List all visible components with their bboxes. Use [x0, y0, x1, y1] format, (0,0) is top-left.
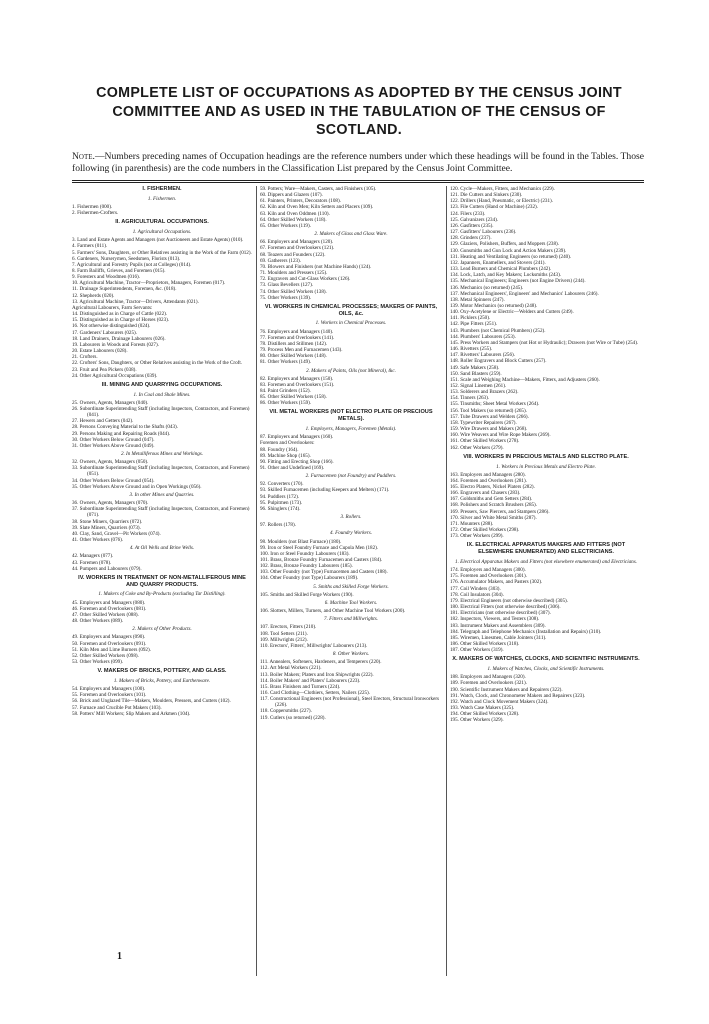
occupation-entry: 189. Foremen and Overlookers (321). [450, 680, 527, 687]
section-heading: VII. METAL WORKERS (NOT ELECTRO PLATE OR PRECIOUS METALS). [269, 409, 433, 423]
occupation-entry: 147. Rivetters' Labourers (256). [450, 352, 515, 359]
occupation-entry: 58. Potters' Mill Workers; Slip Makers and Arkmen (104). [72, 710, 191, 717]
occupation-entry: 33. Subordinate Superintending Staff (including Inspectors, Contractors, and Foremen) (051). [72, 465, 250, 478]
section-heading: I. FISHERMEN. [142, 186, 182, 192]
occupation-entry: 68. Teazers and Founders (122). [260, 251, 326, 258]
occupation-entry: 128. Grinders (237). [450, 235, 492, 242]
subsection-heading: 4. Foundry Workers. [330, 530, 372, 537]
occupation-entry: 60. Dippers and Glazers (107). [260, 192, 323, 199]
occupation-entry: 132. Japanners, Enamellers, and Stovers (241). [450, 259, 546, 266]
occupation-entry: 119. Cutlers (so returned) (228). [260, 714, 326, 721]
note-lead: Note. [72, 151, 95, 162]
occupation-entry: 103. Other Foundry (not Type) Furnacemen and Casters (188). [260, 569, 388, 576]
occupation-entry: 99. Iron or Steel Foundry Furnace and Cupola Men (182). [260, 544, 379, 551]
occupation-entry: 160. Wire Weavers and Wire Rope Makers (269). [450, 432, 551, 439]
occupation-entry: 182. Inspectors, Viewers, and Testers (308). [450, 616, 540, 623]
occupation-entry: 159. Wire Drawers and Makers (268). [450, 426, 528, 433]
occupation-entry: 143. Plumbers (not Chemical Plumbers) (252). [450, 327, 546, 334]
occupation-entry: 104. Other Foundry (not Type) Labourers (189). [260, 575, 359, 582]
occupation-entry: 112. Art Metal Workers (221). [260, 665, 322, 672]
occupation-entry: 111. Annealers, Softeners, Hardeners, and Temperers (220). [260, 659, 382, 666]
occupation-entry: 14. Distinguished as in Charge of Cattle (022). [72, 311, 168, 318]
occupation-entry: 137. Mechanical Engineers', Engineers' and Mechanics' Labourers (246). [450, 290, 599, 297]
occupation-entry: 82. Employers and Managers (150). [260, 375, 334, 382]
occupation-entry: 161. Other Skilled Workers (278). [450, 438, 520, 445]
occupation-entry: 171. Mounters (288). [450, 520, 494, 527]
occupation-entry: 124. Filers (233). [450, 210, 486, 217]
occupation-entry: 41. Other Workers (076). [72, 537, 124, 544]
occupation-entry: 191. Watch, Clock, and Chronometer Makers and Repairers (323). [450, 692, 586, 699]
occupation-entry: 7. Agricultural and Forestry Pupils (not at Colleges) (014). [72, 261, 192, 268]
occupation-entry: 75. Other Workers (139). [260, 294, 312, 301]
occupation-entry: 96. Shinglers (174). [260, 505, 301, 512]
occupation-entry: 176. Accumulator Makers, and Pasters (302). [450, 579, 543, 586]
occupation-entry: 186. Other Skilled Workers (318). [450, 641, 520, 648]
occupation-entry: 133. Lead Burners and Chemical Plumbers (242). [450, 266, 552, 273]
section-heading: III. MINING AND QUARRYING OCCUPATIONS. [101, 381, 223, 388]
occupation-entry: 10. Agricultural Machine, Tractor—Proprietors, Managers, Foremen (017). [72, 280, 226, 287]
occupation-entry: 34. Other Workers Below Ground (054). [72, 477, 155, 484]
header-rule-bottom [72, 182, 644, 183]
occupation-entry: 178. Coil Insulators (304). [450, 591, 504, 598]
occupation-entry: 190. Scientific Instrument Makers and Repairers (322). [450, 686, 563, 693]
subsection-heading: 5. Smiths and Skilled Forge Workers. [313, 583, 389, 590]
occupation-entry: 35. Other Workers Above Ground and in Open Workings (056). [72, 483, 202, 490]
occupation-entry: 127. Gasfitters' Labourers (236). [450, 229, 517, 236]
occupation-entry: 94. Puddlers (172). [260, 493, 300, 500]
occupation-entry: 52. Other Skilled Workers (098). [72, 652, 139, 659]
occupation-entry: 123. File Cutters (Hand or Machine) (232). [450, 204, 538, 211]
occupation-entry: 165. Electro Platers, Nickel Platers (282). [450, 483, 535, 490]
occupation-column-1 [72, 186, 252, 986]
occupation-entry: 125. Galvanizers (234). [450, 216, 499, 223]
occupation-entry: 151. Scale and Weighing Machine—Makers, Fitters, and Adjusters (260). [450, 376, 600, 383]
occupation-entry: 172. Other Skilled Workers (298). [450, 527, 520, 534]
occupation-entry: 84. Paint Grinders (152). [260, 387, 311, 394]
occupation-entry: 144. Plumbers' Labourers (253). [450, 333, 516, 340]
occupation-entry: 36. Owners, Agents, Managers (070). [72, 500, 149, 507]
occupation-entry: 56. Brick and Unglazed Tile—Makers, Moulders, Pressers, and Cutters (102). [72, 698, 231, 705]
occupation-entry: 142. Pipe Fitters (251). [450, 321, 498, 328]
occupation-entry: 158. Typewriter Repairers (267). [450, 419, 517, 426]
occupation-entry: 135. Mechanical Engineers; Engineers (not Engine Drivers) (244). [450, 278, 586, 285]
occupation-entry: 100. Iron or Steel Foundry Labourers (183). [260, 550, 350, 557]
subsection-heading: 4. At Oil Wells and Brine Wells. [129, 545, 195, 552]
occupation-entry: 26. Subordinate Superintending Staff (including Inspectors, Contractors, and Foremen) (041). [72, 405, 250, 419]
occupation-entry: 40. Clay, Sand, Gravel—Pit Workers (074). [72, 530, 161, 537]
occupation-entry: 4. Farmers (011). [72, 243, 108, 250]
occupation-entry: 21. Crofters. [72, 354, 98, 361]
section-heading: IX. ELECTRICAL APPARATUS MAKERS AND FITTERS (NOT ELSEWHERE ENUMERATED) AND ELECTRICIANS. [466, 542, 626, 556]
occupation-entry: 185. Wiremen, Linesmen, Cable Jointers (311). [450, 634, 547, 641]
occupation-entry: 42. Managers (077). [72, 553, 114, 560]
occupation-entry: 169. Pressers, Saw Piercers, and Stampers (286). [450, 508, 550, 515]
occupation-entry: 48. Other Workers (089). [72, 618, 124, 625]
occupation-entry: 114. Boiler Makers' and Platers' Labourers (223). [260, 677, 361, 684]
occupation-entry: 13. Agricultural Machine, Tractor—Drivers, Attendants (021). [72, 298, 199, 305]
occupation-entry: 117. Constructional Engineers (not Professional), Steel Erectors, Structural Ironworkers (226). [260, 696, 440, 709]
occupation-entry: Foremen and Overlookers: [260, 440, 315, 447]
occupation-entry: 51. Kiln Men and Lime Burners (092). [72, 646, 151, 653]
occupation-entry: 145. Press Workers and Stampers (not Hot or Hydraulic); Drawers (not Wire or Tube) (254). [450, 339, 639, 346]
occupation-entry: 91. Other and Undefined (169). [260, 464, 325, 471]
occupation-entry: 180. Electrical Fitters (not otherwise described) (306). [450, 604, 561, 611]
subsection-heading: 2. In Metalliferous Mines and Workings. [120, 451, 204, 458]
section-heading: IV. WORKERS IN TREATMENT OF NON-METALLIFEROUS MINE AND QUARRY PRODUCTS. [78, 574, 246, 588]
subsection-heading: 1. Workers in Chemical Processes. [315, 320, 387, 327]
page-title: COMPLETE LIST OF OCCUPATIONS AS ADOPTED BY THE CENSUS JOINT COMMITTEE AND AS USED IN THE TABULATION OF THE CENSUS OF SCOTLAND. [96, 85, 622, 138]
occupation-entry: 188. Employers and Managers (320). [450, 674, 526, 681]
occupation-entry: 5. Farmers' Sons, Daughters, or Other Relatives assisting in the Work of the Farm (012). [72, 249, 252, 256]
occupation-entry: 16. Not otherwise distinguished (024). [72, 323, 151, 330]
occupation-entry: 25. Owners, Agents, Managers (040). [72, 399, 149, 406]
header-rule-top [72, 180, 644, 181]
occupation-entry: 44. Pumpers and Labourers (079). [72, 565, 142, 572]
occupation-entry: 73. Glass Bevellers (127). [260, 282, 314, 289]
occupation-entry: 79. Process Men and Furnacemen (143). [260, 347, 343, 354]
occupation-entry: 121. Die Cutters and Sinkers (230). [450, 192, 523, 199]
occupation-entry: 86. Other Workers (159). [260, 400, 312, 407]
subsection-heading: 7. Fitters and Millwrights. [324, 616, 378, 623]
occupation-entry: 38. Stone Miners, Quarriers (072). [72, 518, 143, 525]
occupation-entry: 164. Foremen and Overlookers (281). [450, 477, 527, 484]
occupation-entry: 87. Employers and Managers (160). [260, 434, 334, 441]
subsection-heading: 1. Makers of Watches, Clocks, and Scientific Instruments. [487, 666, 605, 673]
occupation-entry: 66. Employers and Managers (120). [260, 239, 334, 246]
occupation-entry: 174. Employers and Managers (300). [450, 567, 526, 574]
section-heading: VIII. WORKERS IN PRECIOUS METALS AND ELECTRO PLATE. [463, 453, 629, 460]
occupation-entry: 81. Other Workers (149). [260, 359, 312, 366]
page-number: 1 [117, 951, 122, 962]
occupation-entry: 20. Estate Labourers (028). [72, 348, 128, 355]
occupation-entry: 55. Foremen and Overlookers (101). [72, 692, 147, 699]
occupation-entry: 49. Employers and Managers (090). [72, 634, 146, 641]
occupation-entry: 166. Engravers and Chasers (283). [450, 490, 521, 497]
subsection-heading: 2. Furnacemen (not Foundry) and Puddlers. [305, 473, 397, 480]
occupation-entry: 74. Other Skilled Workers (138). [260, 288, 327, 295]
occupation-entry: 69. Gatherers (123). [260, 257, 302, 264]
occupation-entry: 3. Land and Estate Agents and Managers (not Auctioneers and Estate Agents) (010). [72, 237, 244, 244]
occupation-entry: 6. Gardeners, Nurserymen, Seedsmen, Florists (013). [72, 255, 181, 262]
occupation-entry: 113. Boiler Makers; Platers and Iron Shipwrights (222). [260, 671, 374, 678]
occupation-entry: 106. Slotters, Millers, Turners, and Other Machine Tool Workers (200). [260, 608, 406, 615]
occupation-entry: 118. Coppersmiths (227). [260, 708, 312, 715]
occupation-entry: 134. Lock, Latch, and Key Makers; Locksmiths (243). [450, 272, 562, 279]
occupation-entry: 37. Subordinate Superintending Staff (including Inspectors, Contractors, and Foremen) (071). [72, 506, 250, 519]
occupation-entry: 187. Other Workers (319). [450, 647, 504, 654]
occupation-column-3 [450, 186, 642, 986]
occupation-entry: 155. Tinsmiths; Sheet Metal Workers (264). [450, 401, 540, 408]
occupation-entry: 31. Other Workers Above Ground (049). [72, 442, 155, 449]
occupation-entry: 88. Foundry (164). [260, 446, 299, 453]
occupation-entry: 77. Foremen and Overlookers (141). [260, 334, 335, 341]
occupation-entry: 110. Erectors', Fitters', Millwrights' Labourers (213). [260, 642, 368, 649]
occupation-entry: 97. Rollers (178). [260, 522, 296, 529]
occupation-entry: 195. Other Workers (329). [450, 717, 504, 724]
occupation-entry: 90. Fitting and Erecting Shop (166). [260, 458, 334, 465]
occupation-entry: 177. Coil Winders (303). [450, 585, 501, 592]
occupation-entry: 70. Blowers and Finishers (not Machine Hands) (124). [260, 263, 372, 270]
occupation-entry: 78. Distillers and Stillmen (142). [260, 340, 328, 347]
occupation-entry: 39. Slate Miners, Quarriers (073). [72, 524, 141, 531]
occupation-entry: 184. Telegraph and Telephone Mechanics (Installation and Repairs) (310). [450, 628, 602, 635]
occupation-entry: 168. Polishers and Scratch Brushers (285). [450, 502, 538, 509]
occupation-entry: 105. Smiths and Skilled Forge Workers (190). [260, 591, 354, 598]
occupation-entry: 116. Card Clothing—Clothiers, Setters, Nailers (225). [260, 689, 371, 696]
occupation-entry: 107. Erectors, Fitters (210). [260, 624, 317, 631]
occupation-entry: 130. Gunsmiths and Gun Lock and Action Makers (239). [450, 247, 567, 254]
occupation-entry: Agricultural Labourers, Farm Servants: [72, 304, 153, 311]
occupation-entry: 32. Owners, Agents, Managers (050). [72, 459, 149, 466]
occupation-entry: 163. Employers and Managers (280). [450, 471, 526, 478]
occupation-entry: 57. Furnace and Crucible Pot Makers (103). [72, 704, 162, 711]
occupation-entry: 156. Tool Makers (so returned) (265). [450, 407, 527, 414]
occupation-entry: 153. Solderers and Brazers (262). [450, 389, 519, 396]
occupation-entry: 146. Rivetters (255). [450, 346, 493, 353]
occupation-entry: 30. Other Workers Below Ground (047). [72, 436, 155, 443]
section-heading: VI. WORKERS IN CHEMICAL PROCESSES; MAKERS OF PAINTS, OILS, &c. [264, 303, 438, 317]
occupation-entry: 71. Moulders and Pressers (125). [260, 270, 328, 277]
section-heading: X. MAKERS OF WATCHES, CLOCKS, AND SCIENTIFIC INSTRUMENTS. [452, 656, 640, 663]
occupation-entry: 22. Crofters' Sons, Daughters, or Other Relatives assisting in the Work of the Croft. [72, 360, 243, 367]
occupation-entry: 154. Tinners (263). [450, 395, 490, 402]
note-text: —Numbers preceding names of Occupation headings are the reference numbers under which these headings will be found in the Tables. Those following (in parenthesis) are the code numbers in the Classification List prepared by the Census Joint Committee. [72, 151, 644, 174]
occupation-entry: 11. Drainage Superintendents, Foremen, &c. (018). [72, 286, 177, 293]
occupation-entry: 85. Other Skilled Workers (158). [260, 394, 327, 401]
occupation-entry: 15. Distinguished as in Charge of Horses (023). [72, 317, 170, 324]
occupation-entry: 150. Sand Blasters (259). [450, 370, 502, 377]
subsection-heading: 1. Fishermen. [147, 195, 177, 202]
subsection-heading: 6. Machine Tool Workers. [324, 599, 378, 606]
occupation-entry: 181. Electricians (not otherwise described) (307). [450, 610, 551, 617]
occupation-entry: 12. Shepherds (020). [72, 292, 115, 299]
subsection-heading: 1. Makers of Bricks, Pottery, and Earthenware. [113, 677, 211, 684]
occupation-entry: 89. Machine Shop (165). [260, 452, 311, 459]
subsection-heading: 1. Makers of Coke and By-Products (excluding Tar Distilling). [98, 591, 226, 598]
subsection-heading: 2. Makers of Other Products. [132, 626, 192, 633]
occupation-entry: 141. Picklers (250). [450, 315, 491, 322]
occupation-entry: 167. Goldsmiths and Gem Setters (284). [450, 496, 533, 503]
occupation-entry: 8. Farm Bailiffs, Grieves, and Foremen (015). [72, 268, 166, 274]
occupation-entry: 138. Metal Spinners (247). [450, 296, 505, 303]
occupation-entry: 67. Foremen and Overlookers (121). [260, 245, 335, 252]
occupation-entry: 92. Converters (170). [260, 481, 304, 488]
occupation-entry: 120. Cycle—Makers, Fitters, and Mechanics (229). [450, 186, 555, 192]
occupation-entry: 46. Foremen and Overlookers (081). [72, 605, 147, 612]
occupation-entry: 45. Employers and Managers (080). [72, 599, 146, 606]
section-heading: V. MAKERS OF BRICKS, POTTERY, AND GLASS. [97, 668, 227, 675]
occupation-entry: 23. Fruit and Pea Pickers (038). [72, 366, 137, 373]
column-divider [446, 186, 447, 976]
occupation-entry: 136. Mechanics (so returned) (245). [450, 284, 524, 291]
occupation-entry: 47. Other Skilled Workers (088). [72, 611, 139, 618]
occupation-entry: 50. Foremen and Overlookers (091). [72, 640, 147, 647]
occupation-entry: 157. Tube Drawers and Welders (266). [450, 413, 529, 420]
occupation-entry: 152. Signal Linemen (261). [450, 383, 507, 389]
occupation-entry: 62. Kiln and Oven Men; Kiln Setters and Placers (109). [260, 204, 374, 211]
subsection-heading: 1. Electrical Apparatus Makers and Fitters (not elsewhere enumerated) and Electricians. [455, 558, 637, 565]
occupation-entry: 17. Gardeners' Labourers (025). [72, 329, 137, 336]
occupation-entry: 61. Painters, Printers, Decorators (108). [260, 198, 341, 205]
section-heading: II. AGRICULTURAL OCCUPATIONS. [115, 219, 209, 226]
occupation-entry: 126. Gasfitters (235). [450, 222, 494, 229]
occupation-entry: 43. Foremen (078). [72, 559, 112, 566]
occupation-entry: 122. Drillers (Hand, Pneumatic, or Electric) (231). [450, 198, 553, 205]
explanatory-note [72, 151, 644, 175]
occupation-entry: 2. Fishermen-Crofters. [72, 210, 119, 217]
occupation-entry: 109. Millwrights (212). [260, 636, 308, 643]
occupation-entry: 175. Foremen and Overlookers (301). [450, 573, 527, 580]
occupation-column-2 [260, 186, 442, 986]
occupation-entry: 1. Fishermen (000). [72, 203, 113, 210]
occupation-entry: 28. Persons Conveying Material to the Shafts (043). [72, 424, 178, 431]
occupation-entry: 95. Pulpitmen (173). [260, 499, 303, 506]
occupation-entry: 53. Other Workers (099). [72, 658, 124, 665]
occupation-entry: 80. Other Skilled Workers (148). [260, 353, 327, 360]
occupation-entry: 27. Hewers and Getters (042). [72, 418, 134, 425]
subsection-heading: 2. Makers of Glass and Glass Ware. [314, 231, 388, 238]
occupation-entry: 93. Skilled Furnacemen (including Keepers and Melters) (171). [260, 487, 390, 494]
subsection-heading: 1. In Coal and Shale Mines. [133, 391, 191, 398]
occupation-entry: 18. Land Drainers, Drainage Labourers (026). [72, 335, 166, 342]
subsection-heading: 8. Other Workers. [332, 651, 370, 658]
occupation-entry: 72. Engravers and Cut-Glass Workers (126). [260, 276, 351, 283]
occupation-entry: 192. Watch and Clock Movement Makers (324). [450, 698, 549, 705]
subsection-heading: 3. Rollers. [340, 514, 362, 521]
occupation-entry: 9. Foresters and Woodmen (016). [72, 274, 140, 281]
subsection-heading: 1. Employers, Managers, Foremen (Metals). [305, 426, 397, 433]
occupation-entry: 65. Other Workers (119). [260, 222, 311, 229]
occupation-entry: 59. Potters; Ware—Makers, Casters, and Finishers (105). [260, 186, 377, 192]
occupation-entry: 194. Other Skilled Workers (328). [450, 711, 520, 718]
occupation-entry: 64. Other Skilled Workers (118). [260, 216, 327, 223]
occupation-entry: 24. Other Agricultural Occupations (039). [72, 372, 158, 379]
occupation-entry: 129. Glaziers, Polishers, Buffers, and Moppers (238). [450, 241, 559, 248]
occupation-entry: 183. Instrument Makers and Assemblers (309). [450, 622, 546, 629]
occupation-entry: 115. Brass Finishers and Turners (224). [260, 683, 341, 690]
occupation-entry: 193. Watch Case Makers (325). [450, 705, 515, 712]
occupation-entry: 76. Employers and Managers (140). [260, 328, 334, 335]
subsection-heading: 1. Workers in Precious Metals and Electro Plate. [496, 463, 596, 470]
occupation-entry: 162. Other Workers (279). [450, 444, 504, 451]
occupation-entry: 98. Moulders (not Blast Furnace) (180). [260, 538, 342, 545]
subsection-heading: 2. Makers of Paints, Oils (not Mineral), &c. [306, 367, 396, 374]
occupation-entry: 140. Oxy-Acetylene or Electric—Welders and Cutters (249). [450, 309, 574, 316]
occupation-entry: 149. Safe Makers (258). [450, 364, 500, 371]
occupation-entry: 108. Tool Setters (211). [260, 630, 308, 637]
occupation-entry: 101. Brass, Bronze Foundry Furnacemen and Casters (184). [260, 557, 383, 563]
subsection-heading: 3. In other Mines and Quarries. [129, 491, 195, 498]
occupation-entry: 148. Roller Engravers and Block Cutters (257). [450, 358, 547, 365]
column-divider [256, 186, 257, 976]
subsection-heading: 1. Agricultural Occupations. [132, 229, 192, 236]
occupation-entry: 29. Persons Making and Repairing Roads (044). [72, 430, 171, 437]
occupation-entry: 179. Electrical Engineers (not otherwise described) (305). [450, 597, 568, 604]
occupation-entry: 170. Silver and White Metal Smiths (287). [450, 514, 537, 521]
occupation-entry: 131. Heating and Ventilating Engineers (so returned) (240). [450, 253, 572, 260]
occupation-entry: 102. Brass, Bronze Foundry Labourers (185). [260, 563, 353, 570]
occupation-entry: 83. Foremen and Overlookers (151). [260, 381, 335, 388]
occupation-entry: 139. Motor Mechanics (so returned) (248). [450, 302, 538, 309]
occupation-entry: 54. Employers and Managers (100). [72, 686, 146, 693]
occupation-entry: 19. Labourers in Woods and Forests (027). [72, 341, 159, 348]
occupation-entry: 173. Other Workers (299). [450, 533, 504, 540]
occupation-entry: 63. Kiln and Oven Oddmen (110). [260, 210, 330, 217]
